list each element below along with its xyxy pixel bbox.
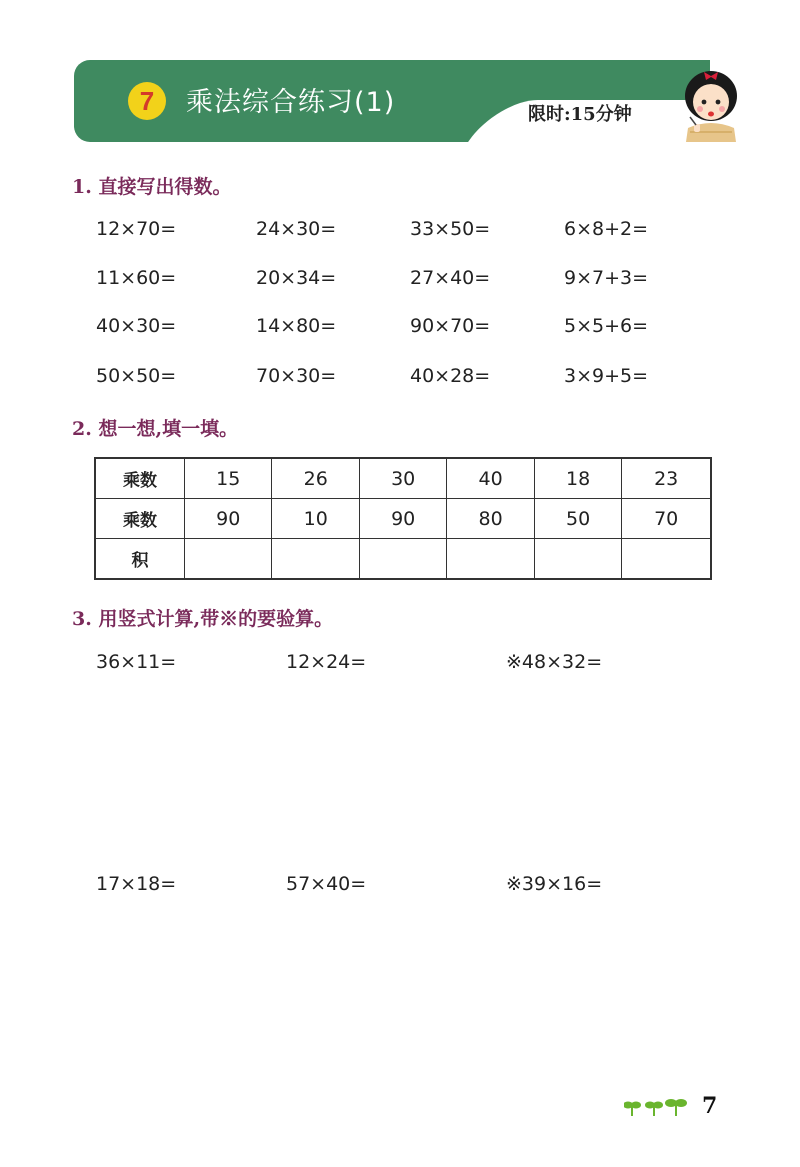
calc-expression: 27×40= (410, 267, 491, 289)
row-label: 乘数 (95, 499, 185, 539)
answer-cell[interactable] (447, 539, 534, 580)
row-label: 积 (95, 539, 185, 580)
table-cell: 15 (185, 458, 272, 499)
vertical-calc-problem: 17×18= (96, 873, 177, 895)
table-cell: 23 (622, 458, 711, 499)
calc-expression: 11×60= (96, 267, 177, 289)
calc-expression: 70×30= (256, 365, 337, 387)
calc-expression: 50×50= (96, 365, 177, 387)
table-row (95, 499, 711, 539)
lesson-number-badge: 7 (128, 82, 166, 120)
girl-illustration-icon (676, 62, 746, 142)
row-label: 乘数 (95, 458, 185, 499)
table-row (95, 458, 711, 499)
calc-expression: 6×8+2= (564, 218, 649, 240)
sprout-decoration-icon (624, 1096, 688, 1118)
table-row (95, 539, 711, 580)
table-cell: 90 (359, 499, 446, 539)
multiplication-table (94, 457, 712, 580)
calc-expression: 24×30= (256, 218, 337, 240)
section-2-title: 2. 想一想,填一填。 (72, 418, 239, 440)
calc-expression: 3×9+5= (564, 365, 649, 387)
answer-cell[interactable] (622, 539, 711, 580)
table-cell: 70 (622, 499, 711, 539)
answer-cell[interactable] (534, 539, 621, 580)
calc-expression: 40×30= (96, 315, 177, 337)
calc-expression: 5×5+6= (564, 315, 649, 337)
section-1-title: 1. 直接写出得数。 (72, 176, 232, 198)
calc-expression: 20×34= (256, 267, 337, 289)
table-cell: 10 (272, 499, 359, 539)
table-cell: 26 (272, 458, 359, 499)
answer-cell[interactable] (185, 539, 272, 580)
section-3-title: 3. 用竖式计算,带※的要验算。 (72, 608, 334, 630)
calc-expression: 90×70= (410, 315, 491, 337)
answer-cell[interactable] (272, 539, 359, 580)
answer-cell[interactable] (359, 539, 446, 580)
table-cell: 90 (185, 499, 272, 539)
time-limit-label: 限时:15分钟 (528, 104, 632, 125)
page-number: 7 (702, 1093, 718, 1119)
lesson-title: 乘法综合练习(1) (186, 87, 396, 118)
calc-expression: 12×70= (96, 218, 177, 240)
calc-expression: 9×7+3= (564, 267, 649, 289)
vertical-calc-problem: 12×24= (286, 651, 367, 673)
vertical-calc-problem: ※39×16= (506, 873, 603, 895)
table-cell: 18 (534, 458, 621, 499)
table-cell: 50 (534, 499, 621, 539)
calc-expression: 14×80= (256, 315, 337, 337)
calc-expression: 33×50= (410, 218, 491, 240)
vertical-calc-problem: 36×11= (96, 651, 177, 673)
table-cell: 30 (359, 458, 446, 499)
vertical-calc-problem: 57×40= (286, 873, 367, 895)
table-cell: 80 (447, 499, 534, 539)
calc-expression: 40×28= (410, 365, 491, 387)
table-cell: 40 (447, 458, 534, 499)
vertical-calc-problem: ※48×32= (506, 651, 603, 673)
